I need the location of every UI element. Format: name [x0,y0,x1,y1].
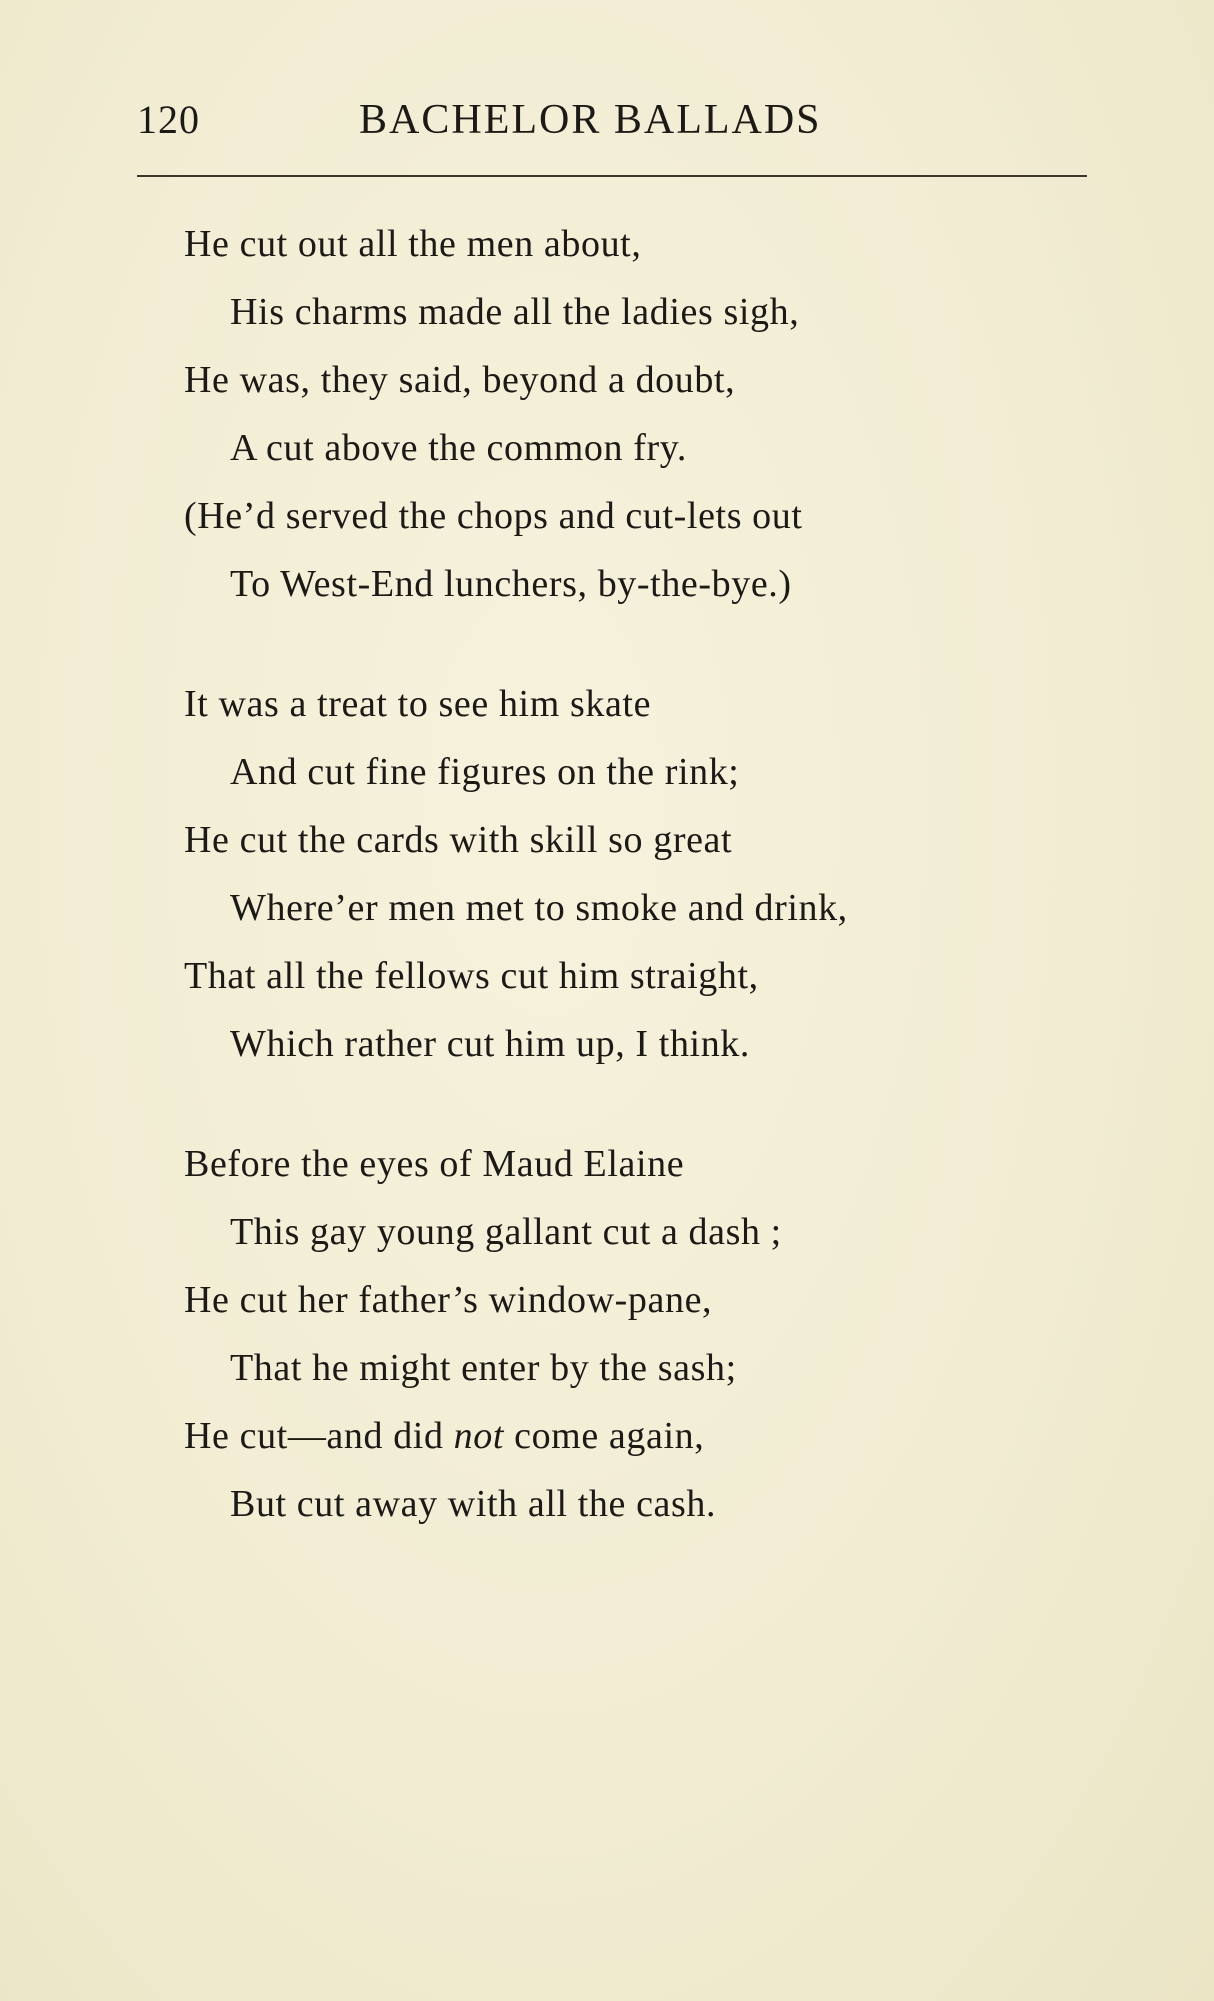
line-text-after: come again, [504,1415,705,1457]
poem-line: His charms made all the ladies sigh, [230,291,800,333]
poem-line: A cut above the common fry. [230,427,687,469]
header-rule [137,175,1087,177]
poem-line: He cut her father’s window-pane, [184,1279,713,1321]
poem-line: Before the eyes of Maud Elaine [184,1143,685,1185]
poem-line: And cut fine figures on the rink; [230,751,740,793]
running-title: BACHELOR BALLADS [359,97,822,143]
poem-line: He cut the cards with skill so great [184,819,733,861]
poem-line: That he might enter by the sash; [230,1347,737,1389]
poem-line: But cut away with all the cash. [230,1483,717,1525]
emphasized-word: not [453,1415,505,1457]
poem-line: That all the fellows cut him straight, [184,955,759,997]
poem-line: To West-End lunchers, by-the-bye.) [230,563,792,605]
line-text-before: He cut—and did [184,1415,454,1457]
poem-line: He cut out all the men about, [184,223,642,265]
poem-line: Which rather cut him up, I think. [230,1023,750,1065]
stanza-3 [184,1130,1064,1538]
poem-body [184,210,1064,1538]
page-header [137,96,1087,156]
stanza-2 [184,670,1064,1078]
poem-line: Where’er men met to smoke and drink, [230,887,848,929]
poem-line: (He’d served the chops and cut-lets out [184,495,803,537]
poem-line: This gay young gallant cut a dash ; [230,1211,782,1253]
poem-line: He was, they said, beyond a doubt, [184,359,736,401]
stanza-1 [184,210,1064,618]
poem-line: It was a treat to see him skate [184,683,652,725]
page-number: 120 [137,97,200,142]
poem-line-with-emphasis [184,1402,1064,1470]
